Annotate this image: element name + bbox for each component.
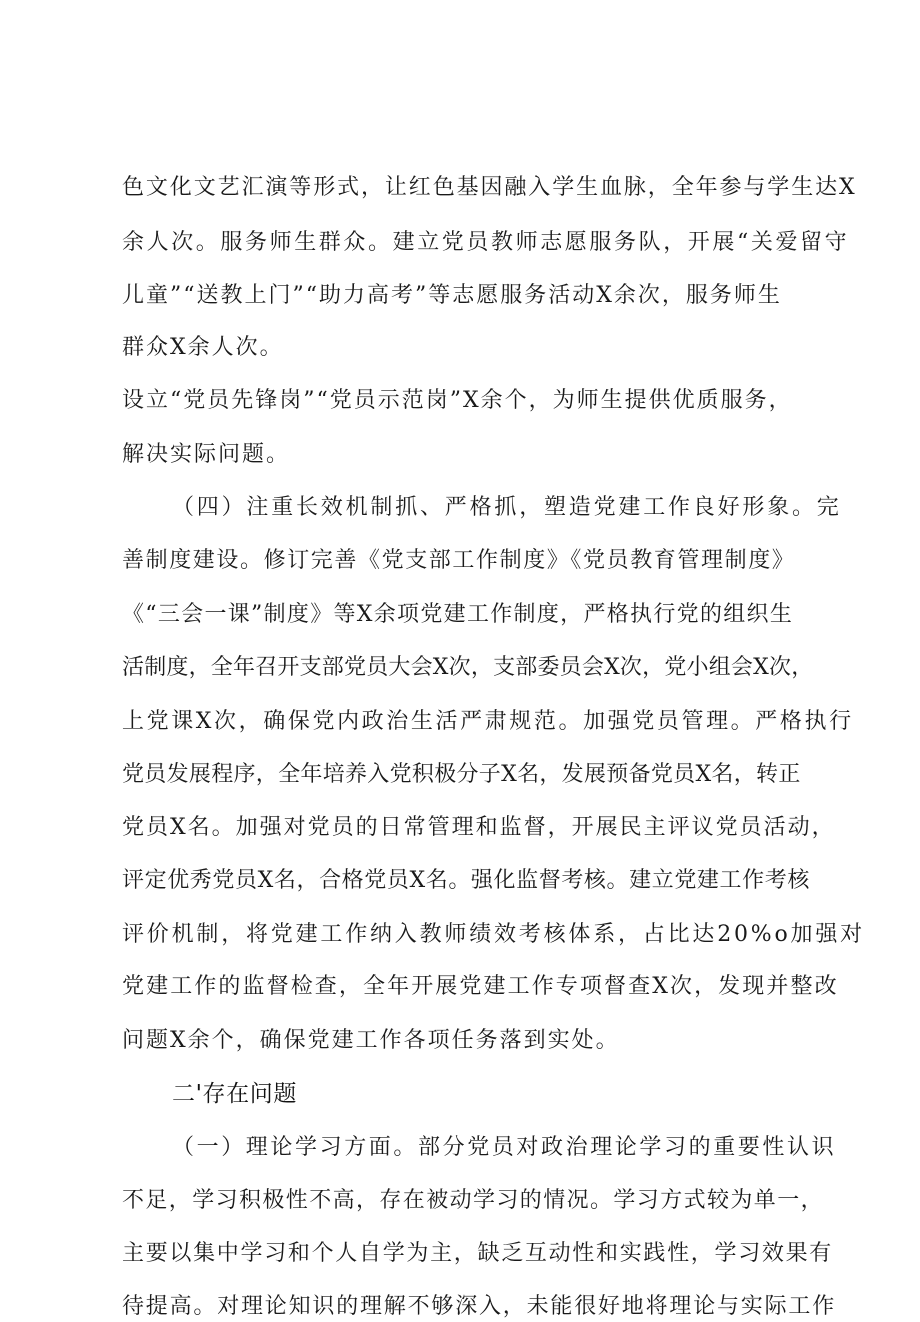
text-line-9: 《“三会一课”制度》等X余项党建工作制度，严格执行党的组织生 xyxy=(122,602,794,627)
text-line-4: 群众X余人次。 xyxy=(122,335,284,360)
text-line-13: 党员X名。加强对党员的日常管理和监督，开展民主评议党员活动， xyxy=(122,815,836,840)
text-line-15: 评价机制，将党建工作纳入教师绩效考核体系，占比达20%o加强对 xyxy=(122,922,865,947)
text-line-6: 解决实际问题。 xyxy=(122,442,291,467)
section-heading: 二'存在问题 xyxy=(172,1081,297,1107)
text-line-1: 色文化文艺汇演等形式，让红色基因融入学生血脉，全年参与学生达X xyxy=(122,175,857,200)
text-line-7: （四）注重长效机制抓、严格抓，塑造党建工作良好形象。完 xyxy=(172,495,842,520)
text-line-19: 不足，学习积极性不高，存在被动学习的情况。学习方式较为单一， xyxy=(122,1188,825,1213)
text-line-10: 活制度，全年召开支部党员大会X次，支部委员会X次，党小组会X次， xyxy=(122,655,814,680)
text-line-5: 设立“党员先锋岗”“党员示范岗”X余个，为师生提供优质服务， xyxy=(122,388,793,413)
text-line-11: 上党课X次，确保党内政治生活严肃规范。加强党员管理。严格执行 xyxy=(122,709,854,734)
text-line-2: 余人次。服务师生群众。建立党员教师志愿服务队，开展“关爱留守 xyxy=(122,230,850,255)
text-line-21: 待提高。对理论知识的理解不够深入，未能很好地将理论与实际工作 xyxy=(122,1294,837,1319)
text-line-18: （一）理论学习方面。部分党员对政治理论学习的重要性认识 xyxy=(172,1135,837,1160)
text-line-3: 儿童”“送教上门”“助力高考”等志愿服务活动X余次，服务师生 xyxy=(122,283,782,308)
text-line-20: 主要以集中学习和个人自学为主，缺乏互动性和实践性，学习效果有 xyxy=(122,1241,834,1266)
text-line-16: 党建工作的监督检查，全年开展党建工作专项督查X次，发现并整改 xyxy=(122,974,839,999)
text-line-17: 问题X余个，确保党建工作各项任务落到实处。 xyxy=(122,1028,620,1053)
text-line-8: 善制度建设。修订完善《党支部工作制度》《党员教育管理制度》 xyxy=(122,548,796,573)
text-line-14: 评定优秀党员X名，合格党员X名。强化监督考核。建立党建工作考核 xyxy=(122,868,810,893)
text-line-12: 党员发展程序，全年培养入党积极分子X名，发展预备党员X名，转正 xyxy=(122,762,801,787)
